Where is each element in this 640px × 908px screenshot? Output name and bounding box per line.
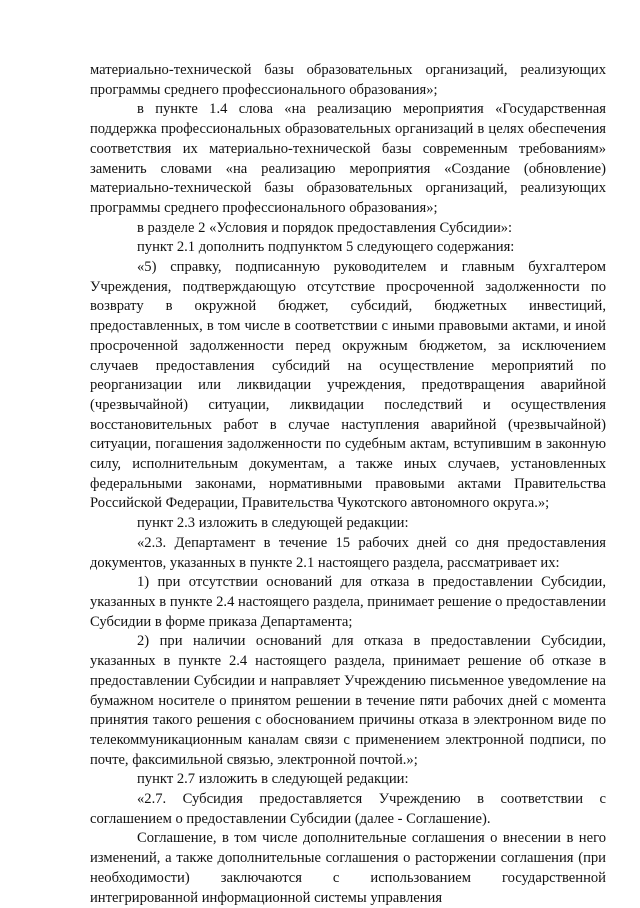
paragraph: пункт 2.7 изложить в следующей редакции: — [137, 771, 409, 788]
paragraph: пункт 2.3 изложить в следующей редакции: — [137, 515, 409, 532]
paragraph: 1) при отсутствии оснований для отказа в предоставлении Субсидии, указанных в пункте 2.4 настоящего раздела, принимает решение о предоставлении Субсидии в форме приказа Департамента; — [90, 574, 606, 630]
paragraph: в разделе 2 «Условия и порядок предоставления Субсидии»: — [137, 219, 513, 236]
paragraph: «5) справку, подписанную руководителем и главным бухгалтером Учреждения, подтверждающую отсутствие просроченной задолженности по возврату в окружной бюджет, субсидий, бюджетных инвестиций, предоставленных, в том числе в соответствии с иными правовыми актами, и иной просроченной задолженности перед окружным бюджетом, за исключением случаев предоставления субсидий на осуществление мероприятий по реорганизации или ликвидации учреждения, предотвращения аварийной (чрезвычайной) ситуации, ликвидации последствий и осуществления восстановительных работ в случае наступления аварийной (чрезвычайной) ситуации, погашения задолженности по судебным актам, вступившим в законную силу, исполнительным документам, а также иных случаев, установленных федеральными законами, нормативными правовыми актами Правительства Российской Федерации, Правительства Чукотского автономного округа.»; — [90, 259, 606, 512]
paragraph: 2) при наличии оснований для отказа в предоставлении Субсидии, указанных в пункте 2.4 настоящего раздела, принимает решение об отказе в предоставлении Субсидии и направляет Учреждению письменное уведомление на бумажном носителе о принятом решении в течение пяти рабочих дней с момента принятия такого решения с обоснованием причины отказа в электронном виде по телекоммуникационным каналам связи с применением электронной подписи, по почте, факсимильной связью, электронной почтой.»; — [90, 633, 606, 768]
paragraph: пункт 2.1 дополнить подпунктом 5 следующего содержания: — [137, 239, 515, 256]
paragraph: «2.3. Департамент в течение 15 рабочих дней со дня предоставления документов, указанных в пункте 2.1 настоящего раздела, рассматривает их: — [90, 534, 606, 571]
paragraph: Соглашение, в том числе дополнительные соглашения о внесении в него изменений, а также дополнительные соглашения о расторжении соглашения (при необходимости) заключаются с использованием государственной интегрированной информационной системы управления — [90, 830, 606, 906]
paragraph: в пункте 1.4 слова «на реализацию мероприятия «Государственная поддержка профессиональных образовательных организаций в целях обеспечения соответствия их материально-технической базы современным требованиям» заменить словами «на реализацию мероприятия «Создание (обновление) материально-технической базы образовательных организаций, реализующих программы среднего профессионального образования»; — [90, 101, 606, 216]
paragraph: «2.7. Субсидия предоставляется Учреждению в соответствии с соглашением о предоставлении Субсидии (далее - Соглашение). — [90, 791, 606, 827]
document-page — [90, 61, 606, 908]
paragraph: материально-технической базы образовательных организаций, реализующих программы среднего профессионального образования»; — [90, 62, 606, 98]
